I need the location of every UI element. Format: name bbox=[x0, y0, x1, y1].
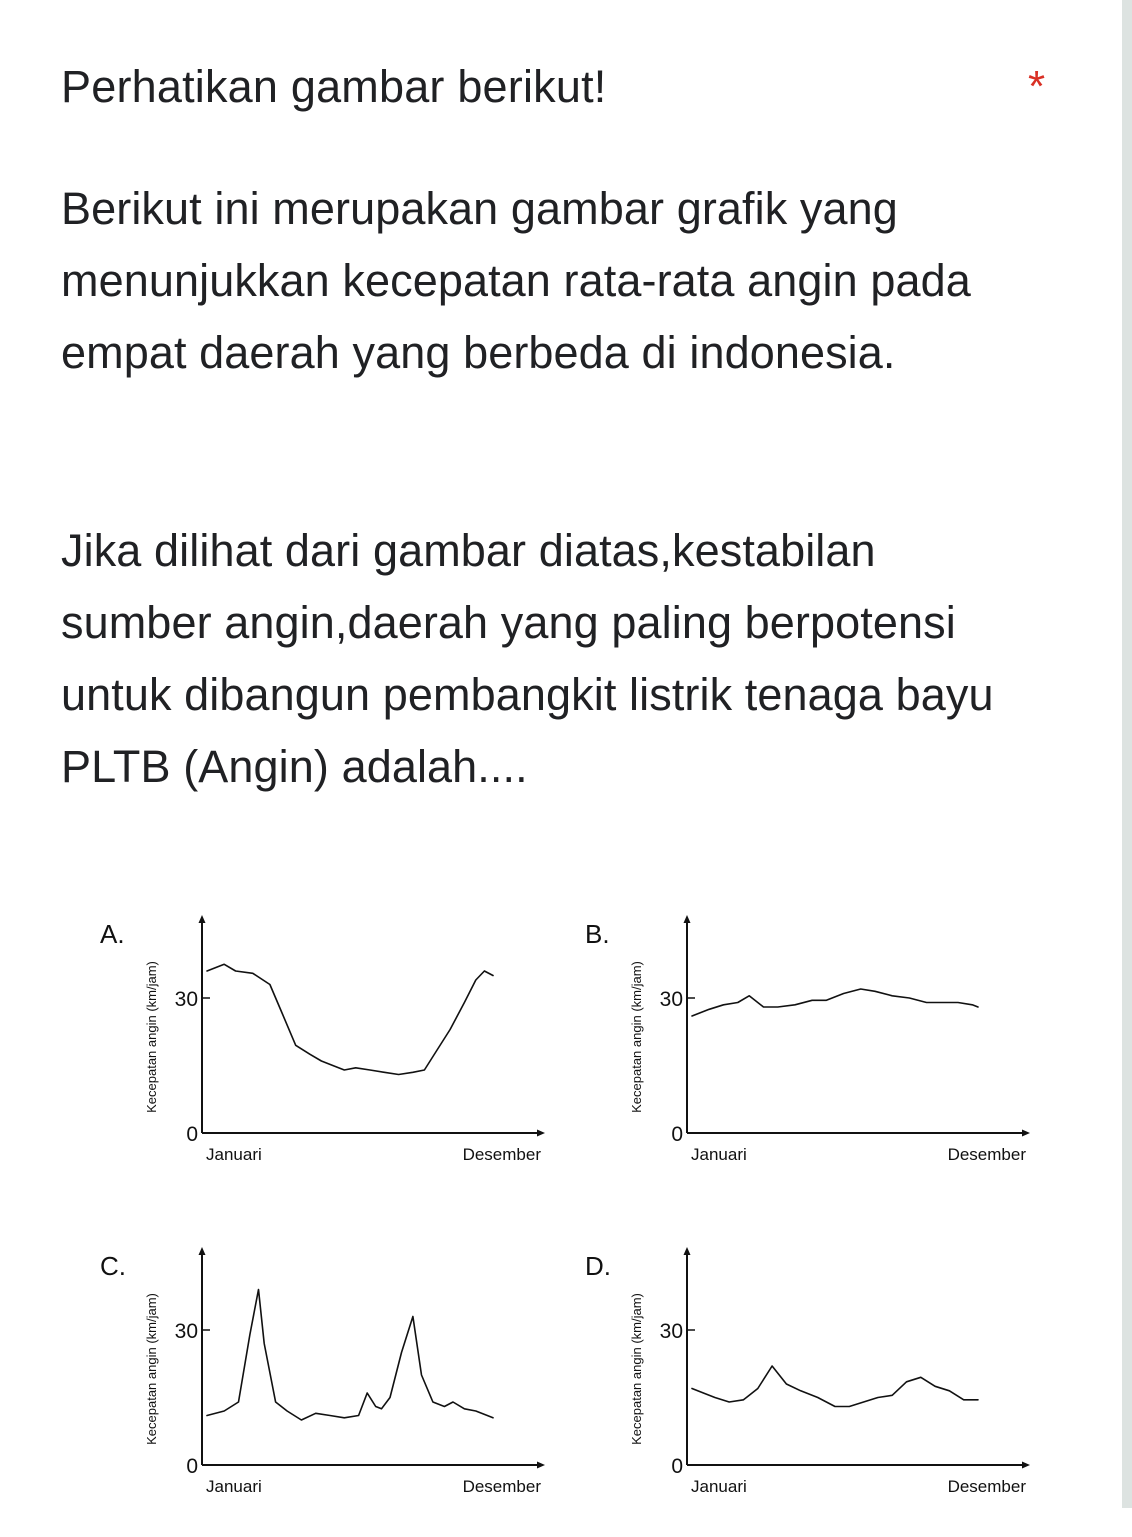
y-axis-label: Kecepatan angin (km/jam) bbox=[144, 1293, 159, 1445]
series-line bbox=[207, 1290, 493, 1421]
y-tick-label: 0 bbox=[186, 1123, 198, 1146]
x-axis-arrow bbox=[1022, 1130, 1030, 1137]
required-indicator: * bbox=[1028, 62, 1046, 111]
y-axis-label: Kecepatan angin (km/jam) bbox=[629, 1293, 644, 1445]
scrollbar-track bbox=[1122, 0, 1132, 1508]
chart-a bbox=[95, 905, 565, 1205]
series-line bbox=[692, 989, 978, 1016]
x-axis-arrow bbox=[537, 1462, 545, 1469]
x-axis-arrow bbox=[1022, 1462, 1030, 1469]
y-tick-label: 0 bbox=[671, 1455, 683, 1478]
chart-c bbox=[95, 1237, 565, 1537]
y-tick-label: 30 bbox=[174, 988, 198, 1011]
y-axis-label: Kecepatan angin (km/jam) bbox=[629, 961, 644, 1113]
question-prompt: Jika dilihat dari gambar diatas,kestabilan sumber angin,daerah yang paling berpotensi untuk dibangun pembangkit listrik tenaga bayu PLTB (Angin) adalah.... bbox=[61, 525, 994, 792]
chart-panel-b bbox=[580, 905, 1050, 1205]
panel-letter: C. bbox=[100, 1251, 126, 1281]
question-title: Perhatikan gambar berikut! bbox=[61, 61, 607, 112]
y-axis-arrow bbox=[684, 915, 691, 923]
x-tick-label: Januari bbox=[691, 1145, 747, 1164]
x-tick-label: Januari bbox=[206, 1477, 262, 1496]
y-axis-arrow bbox=[199, 1247, 206, 1255]
y-axis-label: Kecepatan angin (km/jam) bbox=[144, 961, 159, 1113]
y-tick-label: 0 bbox=[671, 1123, 683, 1146]
y-axis-arrow bbox=[684, 1247, 691, 1255]
y-tick-label: 30 bbox=[659, 988, 683, 1011]
chart-panel-d bbox=[580, 1237, 1050, 1537]
question-description: Berikut ini merupakan gambar grafik yang menunjukkan kecepatan rata-rata angin pada empat daerah yang berbeda di indonesia. bbox=[61, 183, 971, 378]
x-tick-label: Januari bbox=[691, 1477, 747, 1496]
x-tick-label: Desember bbox=[462, 1477, 541, 1496]
x-tick-label: Desember bbox=[947, 1477, 1026, 1496]
chart-panel-a bbox=[95, 905, 565, 1205]
panel-letter: D. bbox=[585, 1251, 611, 1281]
panel-letter: B. bbox=[585, 919, 610, 949]
x-tick-label: Januari bbox=[206, 1145, 262, 1164]
x-axis-arrow bbox=[537, 1130, 545, 1137]
chart-panel-c bbox=[95, 1237, 565, 1537]
y-tick-label: 30 bbox=[659, 1320, 683, 1343]
chart-d bbox=[580, 1237, 1050, 1537]
series-line bbox=[207, 964, 493, 1074]
y-tick-label: 30 bbox=[174, 1320, 198, 1343]
chart-b bbox=[580, 905, 1050, 1205]
y-tick-label: 0 bbox=[186, 1455, 198, 1478]
series-line bbox=[692, 1366, 978, 1407]
x-tick-label: Desember bbox=[947, 1145, 1026, 1164]
y-axis-arrow bbox=[199, 915, 206, 923]
panel-letter: A. bbox=[100, 919, 125, 949]
x-tick-label: Desember bbox=[462, 1145, 541, 1164]
